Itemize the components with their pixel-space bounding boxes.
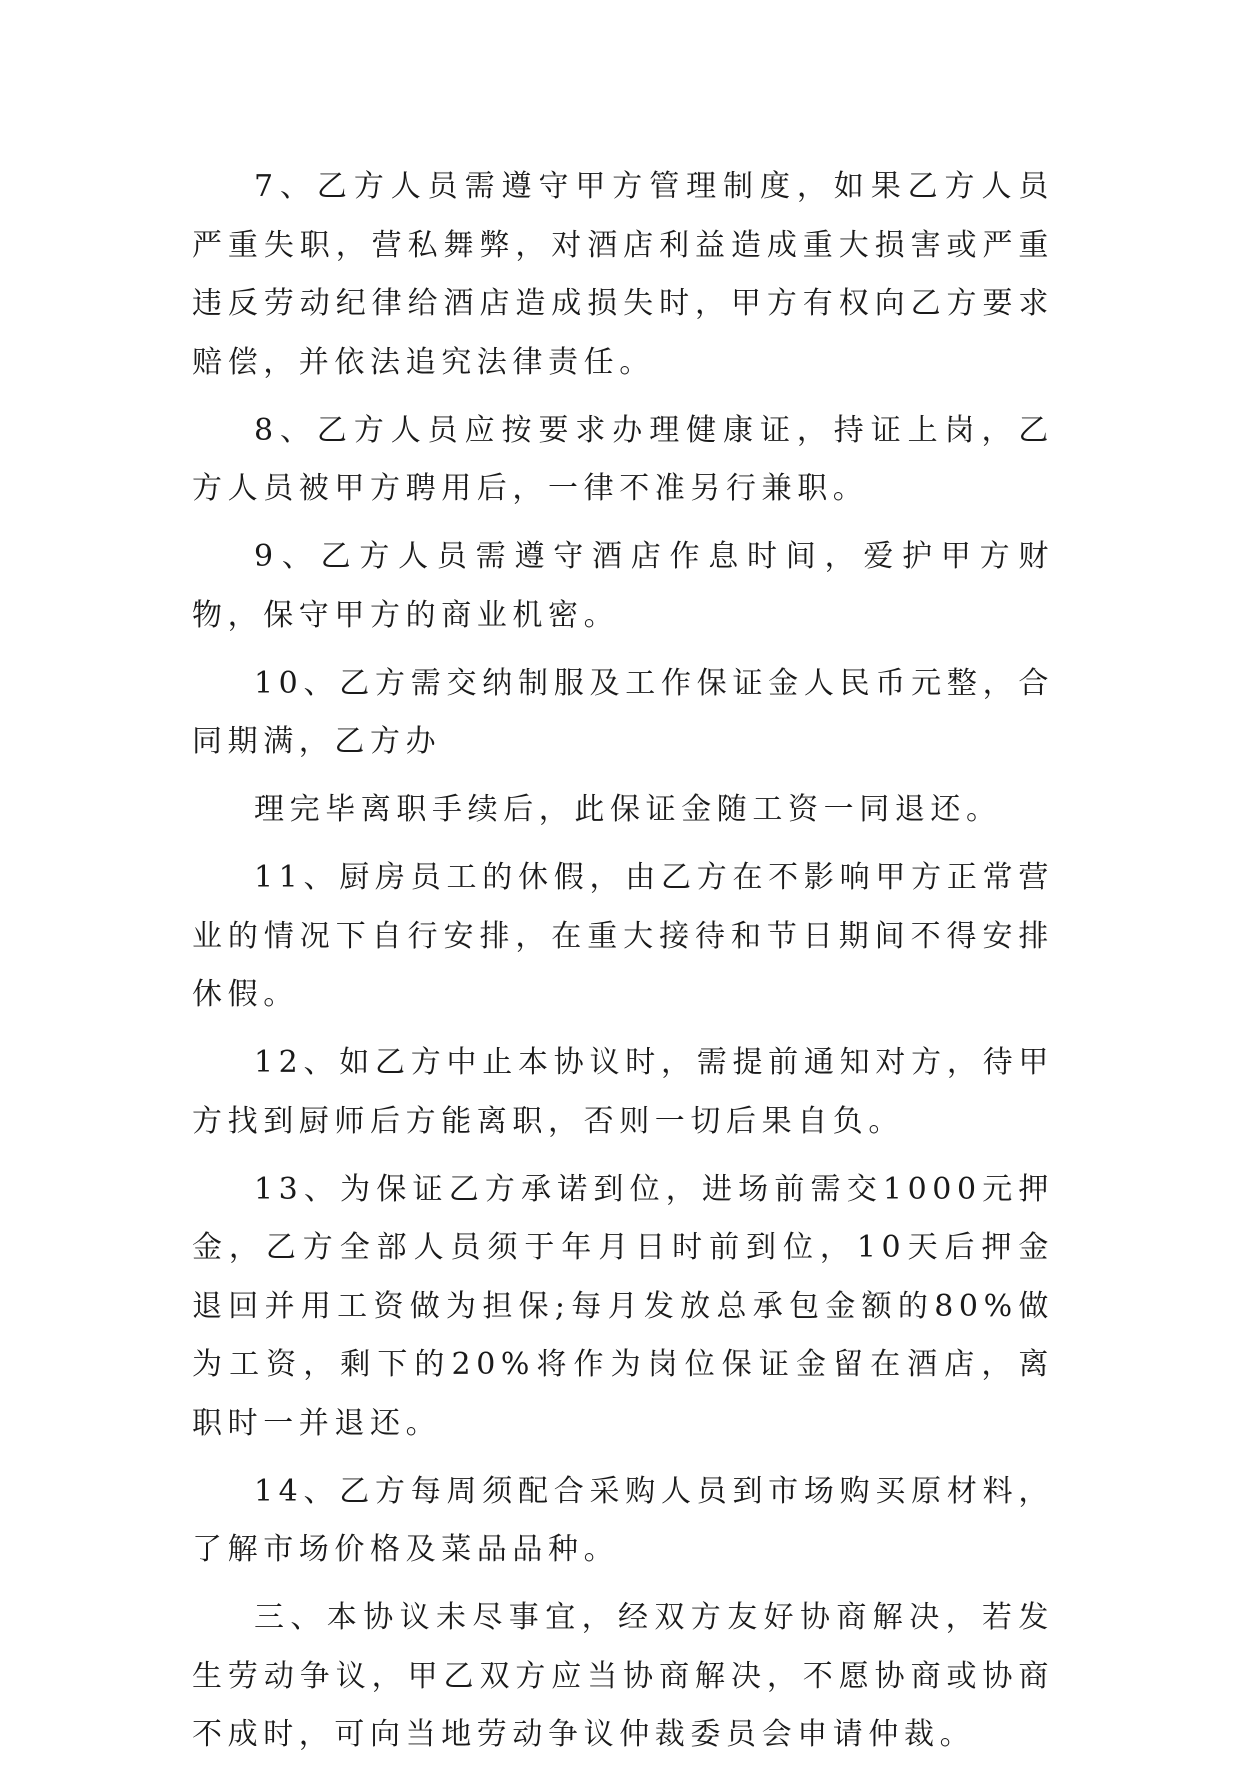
clause-11: 11、厨房员工的休假，由乙方在不影响甲方正常营业的情况下自行安排，在重大接待和节日期间不得安排休假。 [192,860,1054,1012]
clause-13: 13、为保证乙方承诺到位，进场前需交1000元押金，乙方全部人员须于年月日时前到位，10天后押金退回并用工资做为担保;每月发放总承包金额的80%做为工资，剩下的20%将作为岗位保证金留在酒店，离职时一并退还。 [192,1171,1054,1441]
clause-8: 8、乙方人员应按要求办理健康证，持证上岗，乙方人员被甲方聘用后，一律不准另行兼职。 [192,412,1054,506]
clause-9: 9、乙方人员需遵守酒店作息时间，爱护甲方财物，保守甲方的商业机密。 [192,539,1054,633]
clause-7: 7、乙方人员需遵守甲方管理制度，如果乙方人员严重失职，营私舞弊，对酒店利益造成重大损害或严重违反劳动纪律给酒店造成损失时，甲方有权向乙方要求赔偿，并依法追究法律责任。 [192,169,1054,380]
clause-10: 10、乙方需交纳制服及工作保证金人民币元整，合同期满，乙方办 [192,665,1054,759]
clause-12: 12、如乙方中止本协议时，需提前通知对方，待甲方找到厨师后方能离职，否则一切后果自负。 [192,1045,1054,1139]
clause-10-continued: 理完毕离职手续后，此保证金随工资一同退还。 [254,792,1002,827]
section-3: 三、本协议未尽事宜，经双方友好协商解决，若发生劳动争议，甲乙双方应当协商解决，不愿协商或协商不成时，可向当地劳动争议仲裁委员会申请仲裁。 [192,1600,1054,1752]
document-body [192,158,1054,1774]
clause-14: 14、乙方每周须配合采购人员到市场购买原材料，了解市场价格及菜品品种。 [192,1473,1054,1567]
